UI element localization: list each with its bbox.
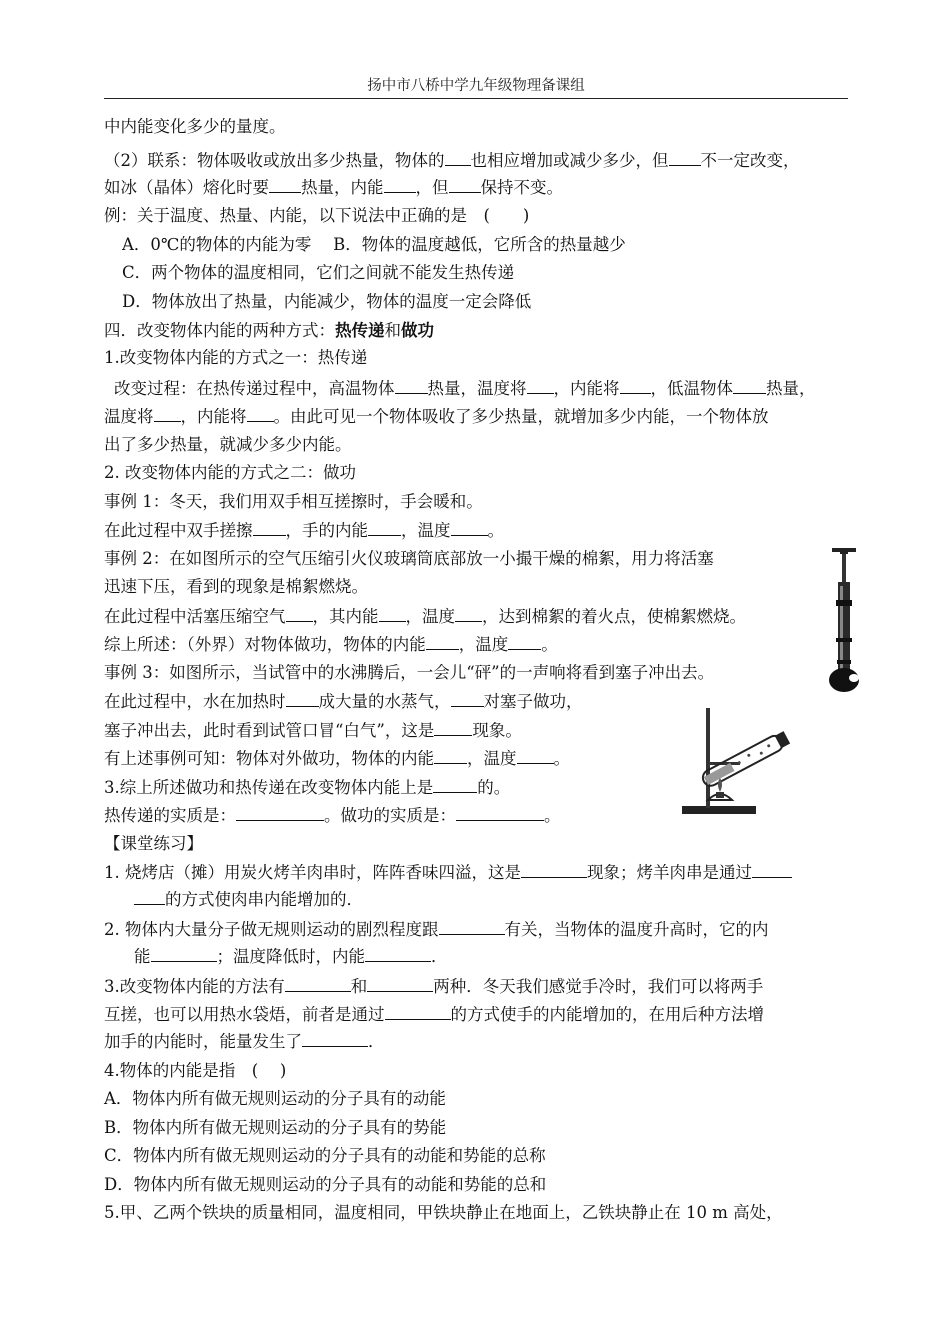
text-line: 1.改变物体内能的方式之一：热传递 [104,348,368,367]
text-line: 出了多少热量，就减少多少内能。 [104,435,352,454]
option-b: B．物体内所有做无规则运动的分子具有的势能 [104,1118,447,1137]
exercise-3-cont: 互搓，也可以用热水袋焐，前者是通过 的方式使手的内能增加的，在用后种方法增 [104,1005,764,1024]
option-c: C．物体内所有做无规则运动的分子具有的动能和势能的总称 [104,1146,546,1165]
text-line: 事例 2：在如图所示的空气压缩引火仪玻璃筒底部放一小撮干燥的棉絮，用力将活塞 [104,549,714,568]
text-line: 综上所述：（外界）对物体做功，物体的内能 ，温度 。 [104,635,558,654]
option-d: D．物体内所有做无规则运动的分子具有的动能和势能的总和 [104,1175,547,1194]
text-line: 有上述事例可知：物体对外做功，物体的内能 ，温度 。 [104,749,570,768]
option-a-b: A．0℃的物体的内能为零 B．物体的温度越低，它所含的热量越少 [122,235,626,254]
text-line: 塞子冲出去，此时看到试管口冒“白气”，这是 现象。 [104,721,522,740]
blank [451,690,484,707]
text-line: 在此过程中双手搓擦 ，手的内能 ，温度 。 [104,521,504,540]
text-line: 迅速下压，看到的现象是棉絮燃烧。 [104,577,368,596]
blank [433,776,477,793]
exercise-3-cont: 加手的内能时，能量发生了 ． [104,1032,385,1051]
example-question: 例：关于温度、热量、内能，以下说法中正确的是 ( ) [104,206,530,225]
text-line: 如冰（晶体）熔化时要 热量，内能 ，但 保持不变。 [104,178,563,197]
text-line: 在此过程中活塞压缩空气 ，其内能 ，温度 ，达到棉絮的着火点，使棉絮燃烧。 [104,607,746,626]
option-a: A．物体内所有做无规则运动的分子具有的动能 [104,1089,446,1108]
blank [439,918,505,935]
blank [521,861,587,878]
text-line: 改变过程：在热传递过程中，高温物体 热量，温度将 ，内能将 ，低温物体 热量， [114,379,816,398]
exercise-4: 4.物体的内能是指 ( ) [104,1061,287,1080]
air-compression-igniter-figure [818,542,866,694]
blank [395,377,428,394]
exercise-5: 5.甲、乙两个铁块的质量相同，温度相同，甲铁块静止在地面上，乙铁块静止在 10 m 高处， [104,1203,783,1222]
text-line: 中内能变化多少的量度。 [104,117,286,136]
section-heading: 【课堂练习】 [104,834,203,853]
blank [285,975,351,992]
blank [456,804,544,821]
text-line: 温度将 ，内能将 。由此可见一个物体吸收了多少热量，就增加多少内能，一个物体放 [104,407,769,426]
blank [365,945,431,962]
blank [154,405,181,422]
exercise-1: 1. 烧烤店（摊）用炭火烤羊肉串时，阵阵香味四溢，这是 现象；烤羊肉串是通过 [104,861,792,884]
blank [286,605,313,622]
blank [752,861,792,878]
blank [269,176,301,193]
blank [426,633,459,650]
blank [451,519,488,536]
blank [379,605,406,622]
text-line: 在此过程中，水在加热时 成大量的水蒸气， 对塞子做功， [104,692,583,711]
section-heading: 四．改变物体内能的两种方式：热传递和做功 [104,321,434,340]
text-line: 事例 1：冬天，我们用双手相互搓擦时，手会暖和。 [104,492,483,511]
option-c: C．两个物体的温度相同，它们之间就不能发生热传递 [122,263,515,282]
blank [449,176,481,193]
blank [286,690,319,707]
option-d: D．物体放出了热量，内能减少，物体的温度一定会降低 [122,292,532,311]
blank [669,149,701,166]
exercise-3: 3.改变物体内能的方法有 和 两种．冬天我们感觉手冷时，我们可以将两手 [104,977,764,996]
blank [253,519,286,536]
blank [302,1030,368,1047]
exercise-1-cont: 的方式使肉串内能增加的． [134,888,363,911]
text-line: （2）联系：物体吸收或放出多少热量，物体的 也相应增加或减少多少，但 不一定改变， [104,151,800,170]
exercise-2-cont: 能 ；温度降低时，内能 ． [134,947,448,966]
blank [733,377,766,394]
text-line: 事例 3：如图所示，当试管中的水沸腾后，一会儿“砰”的一声响将看到塞子冲出去。 [104,663,715,682]
blank [434,747,467,764]
blank [434,719,472,736]
blank [385,1003,451,1020]
blank [620,377,651,394]
text-line: 3.综上所述做功和热传递在改变物体内能上是 的。 [104,778,511,797]
page-header: 扬中市八桥中学九年级物理备课组 [104,74,848,99]
exercise-2: 2. 物体内大量分子做无规则运动的剧烈程度跟 有关，当物体的温度升高时，它的内 [104,920,769,939]
blank [151,945,217,962]
test-tube-heating-figure [678,700,798,820]
blank [384,176,416,193]
blank [236,804,324,821]
text-line: 热传递的实质是： 。做功的实质是： 。 [104,806,561,825]
blank [134,888,165,905]
blank [527,377,554,394]
blank [445,149,471,166]
blank [367,975,433,992]
blank [247,405,274,422]
text-line: 2. 改变物体内能的方式之二：做功 [104,463,356,482]
blank [368,519,401,536]
blank [508,633,541,650]
blank [455,605,482,622]
blank [517,747,554,764]
